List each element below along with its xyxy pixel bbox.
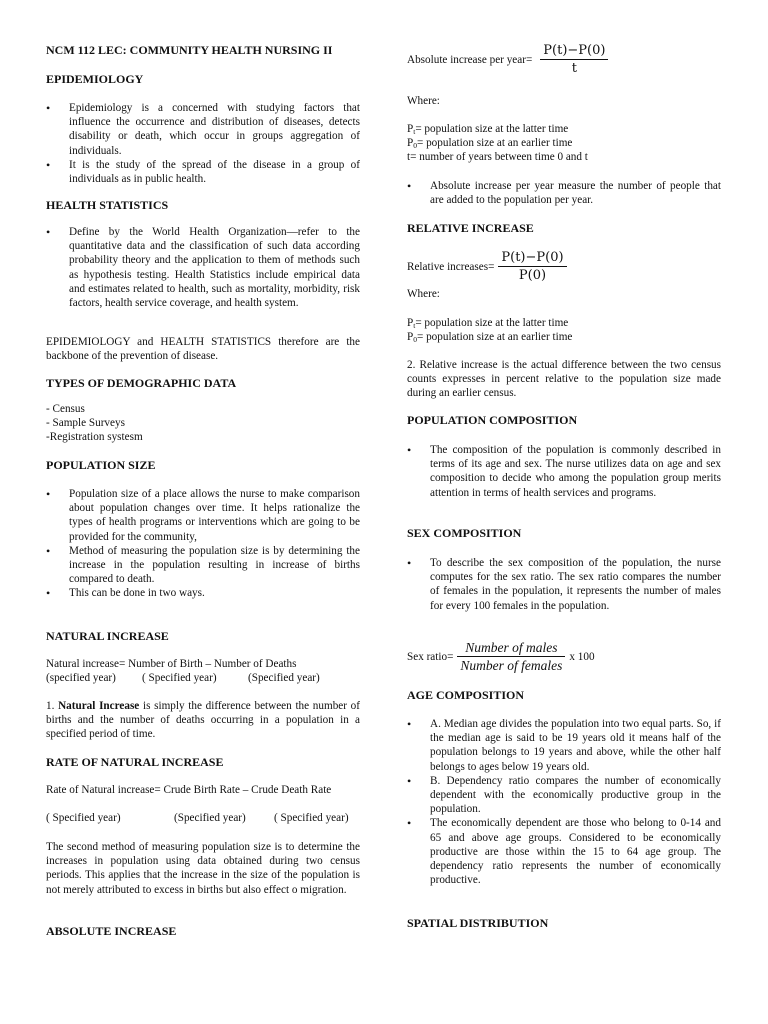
list-item: - Census <box>46 403 85 415</box>
epidemiology-bullets <box>46 101 360 186</box>
subscript: 0 <box>413 335 417 345</box>
numerator: Number of males <box>457 639 565 657</box>
where-label: Where: <box>407 288 440 300</box>
bullet-item: • It is the study of the spread of the disease in a group of individuals as in public health. <box>46 158 360 186</box>
heading-relative-increase: RELATIVE INCREASE <box>407 221 534 235</box>
health-statistics-paragraph: EPIDEMIOLOGY and HEALTH STATISTICS therefore are the backbone of the prevention of disease. <box>46 336 360 363</box>
denominator: Number of females <box>460 658 563 673</box>
paragraph-number: 1. <box>46 700 59 712</box>
subscript: t <box>413 321 416 330</box>
fraction <box>498 249 566 284</box>
bullet-item: • To describe the sex composition of the population, the nurse computes for the sex ratio. The sex ratio compares the number of females in the population, it represents the number of males for every 100 females in the population. <box>407 556 721 613</box>
natural-increase-paragraph <box>46 699 360 742</box>
heading-population-size: POPULATION SIZE <box>46 458 156 472</box>
formula-text: Natural increase= Number of Birth – Number of Deaths <box>46 658 297 670</box>
numerator: P(t)−P(0) <box>498 249 566 267</box>
relative-increase-paragraph: 2. Relative increase is the actual difference between the two census counts expresses in percent relative to the population size made during an earlier census. <box>407 359 721 400</box>
denominator: P(0) <box>518 268 547 283</box>
symbol: P <box>407 331 414 344</box>
relative-increase-formula <box>407 249 721 284</box>
definition-line <box>407 316 721 330</box>
heading-spatial-distribution: SPATIAL DISTRIBUTION <box>407 916 549 930</box>
natural-increase-formula <box>46 657 360 685</box>
where-label: Where: <box>407 95 440 107</box>
heading-population-composition: POPULATION COMPOSITION <box>407 413 578 427</box>
definition-line <box>407 122 721 136</box>
specified-year-label: (specified year) <box>46 672 116 685</box>
bullet-item: • This can be done in two ways. <box>46 586 360 600</box>
variable-definitions <box>407 316 721 344</box>
formula-label: Absolute increase per year= <box>407 54 533 67</box>
specified-year-label: ( Specified year) <box>142 672 217 685</box>
bullet-item: • Population size of a place allows the nurse to make comparison about population changes over time. It helps rationalize the types of health programs or interventions which are going to be provided for the community, <box>46 487 360 544</box>
heading-epidemiology: EPIDEMIOLOGY <box>46 72 144 86</box>
formula-label: Sex ratio= <box>407 651 454 664</box>
sex-ratio-formula <box>407 639 721 674</box>
population-size-bullets <box>46 487 360 601</box>
bullet-item: • Define by the World Health Organization—refer to the quantitative data and the classification of such data according probability theory and the application to them of methods such as hypothesis testing. Health Statistics include empirical data and estimates related to health, such as mortality, morbidity, risk factors, health service coverage, and health system. <box>46 225 360 310</box>
list-item: -Registration systesm <box>46 431 143 444</box>
definition-text: = population size at the latter time <box>415 123 569 135</box>
heading-demographic-data: TYPES OF DEMOGRAPHIC DATA <box>46 376 237 390</box>
fraction <box>540 42 608 77</box>
formula-multiplier: x 100 <box>569 651 595 664</box>
subscript: 0 <box>413 141 417 151</box>
symbol: P <box>407 317 414 329</box>
bullet-item: • Absolute increase per year measure the number of people that are added to the population per year. <box>407 179 721 207</box>
rate-formula: Rate of Natural increase= Crude Birth Rate – Crude Death Rate <box>46 784 332 796</box>
heading-absolute-increase: ABSOLUTE INCREASE <box>46 924 177 938</box>
definition-text: = population size at an earlier time <box>416 331 573 344</box>
specified-year-label: (Specified year) <box>248 672 320 685</box>
rate-specified-years <box>46 811 360 825</box>
bullet-item: • Epidemiology is a concerned with studying factors that influence the occurrence and distribution of diseases, detects disability or death, which occur in groups aggregation of individuals. <box>46 101 360 158</box>
heading-age-composition: AGE COMPOSITION <box>407 688 525 702</box>
sex-composition-bullets <box>407 556 721 613</box>
absolute-increase-bullets <box>407 179 721 207</box>
rate-paragraph: The second method of measuring population size is to determine the increases in population using data obtained during two census periods. This applies that the increase in the size of the population is not merely attributed to excess in births but also effect o migration. <box>46 841 360 896</box>
heading-rate-natural-increase: RATE OF NATURAL INCREASE <box>46 755 224 769</box>
heading-natural-increase: NATURAL INCREASE <box>46 629 169 643</box>
paragraph-text: is simply the difference between the number of births and the number of deaths occurring in a population in a specified period of time. <box>46 700 360 741</box>
definition-line <box>407 330 721 344</box>
health-statistics-bullets <box>46 225 360 310</box>
bullet-item: • Method of measuring the population size is by determining the increase in the population resulting in increase of births compared to death. <box>46 544 360 587</box>
definition-text: = population size at the latter time <box>415 317 569 329</box>
bullet-item: • The economically dependent are those who belong to 0-14 and 65 and above age groups. Considered to be economically productive are those within the 15 to 64 age group. The dependency ratio represents the number of economically productive. <box>407 816 721 887</box>
demographic-list <box>46 402 360 445</box>
definition-line: t= number of years between time 0 and t <box>407 151 588 164</box>
variable-definitions <box>407 122 721 165</box>
bold-term: Natural Increase <box>58 700 140 712</box>
specified-year-label: ( Specified year) <box>274 812 349 824</box>
specified-years <box>46 671 360 685</box>
definition-line <box>407 136 721 150</box>
heading-health-statistics: HEALTH STATISTICS <box>46 198 169 212</box>
list-item: - Sample Surveys <box>46 417 125 430</box>
symbol: P <box>407 123 414 135</box>
population-composition-bullets <box>407 443 721 500</box>
subscript: t <box>413 127 416 136</box>
absolute-increase-formula <box>407 42 721 77</box>
definition-text: = population size at an earlier time <box>416 137 573 150</box>
symbol: P <box>407 137 414 150</box>
age-composition-bullets <box>407 717 721 887</box>
denominator: t <box>571 61 577 76</box>
fraction <box>457 639 565 674</box>
specified-year-label: ( Specified year) <box>46 812 121 824</box>
specified-year-label: (Specified year) <box>174 812 246 824</box>
bullet-item: • A. Median age divides the population into two equal parts. So, if the median age is said to be 19 years old it means half of the population belongs to 19 years and above, while the other half belongs to ages below 19 years old. <box>407 717 721 774</box>
formula-label: Relative increases= <box>407 261 495 274</box>
heading-sex-composition: SEX COMPOSITION <box>407 526 522 540</box>
bullet-item: • The composition of the population is commonly described in terms of its age and sex. The nurse utilizes data on age and sex composition to decide who among the population group merits attention in terms of health services and programs. <box>407 443 721 500</box>
numerator: P(t)−P(0) <box>540 42 608 60</box>
document-title: NCM 112 LEC: COMMUNITY HEALTH NURSING II <box>46 43 333 57</box>
bullet-item: • B. Dependency ratio compares the number of economically dependent with the economically productive group in the population. <box>407 774 721 817</box>
